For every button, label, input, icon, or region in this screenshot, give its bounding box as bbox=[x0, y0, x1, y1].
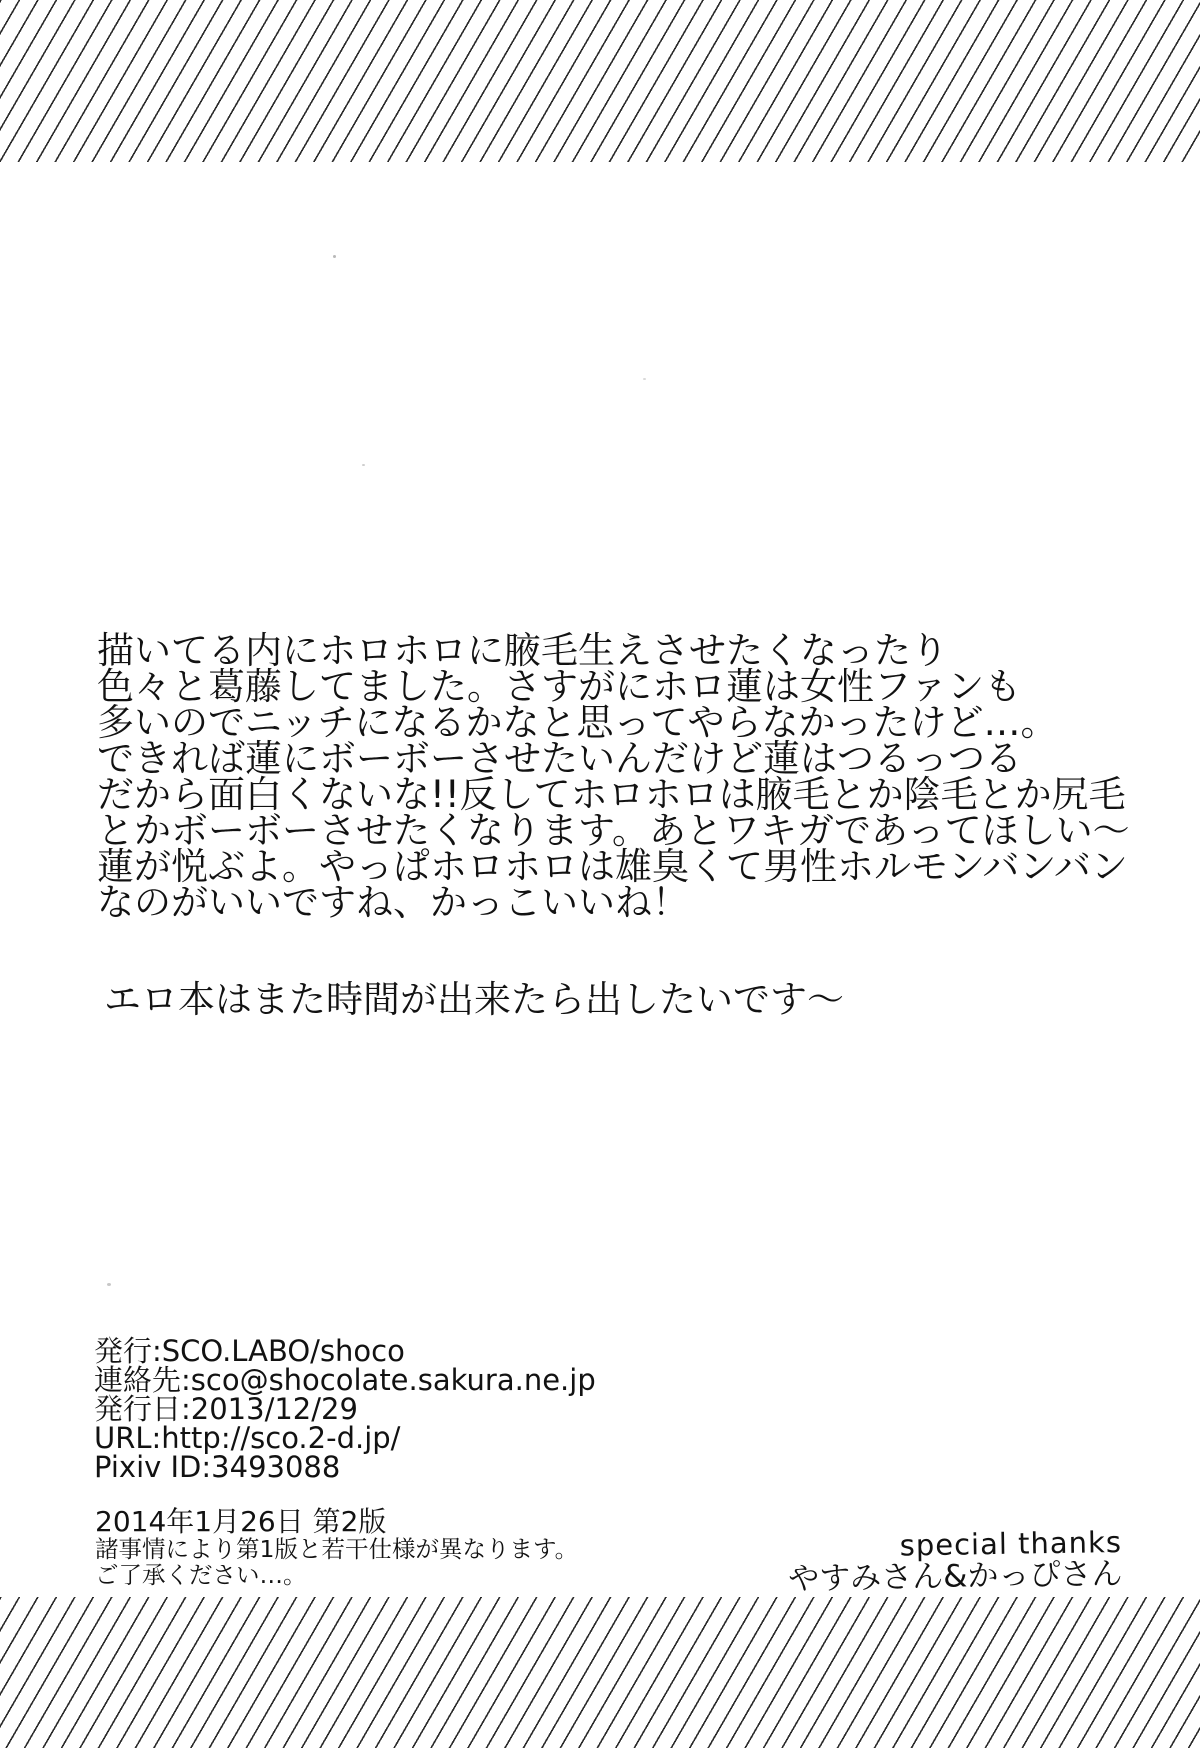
colophon-pixiv-id: Pixiv ID:3493088 bbox=[94, 1450, 341, 1484]
colophon-publisher: 発行:SCO.LABO/shoco bbox=[94, 1334, 405, 1368]
afterword-line-5: だから面白くないな!!反してホロホロは腋毛とか陰毛とか尻毛 bbox=[97, 773, 1126, 816]
special-thanks-names: やすみさん&かっぴさん bbox=[787, 1556, 1123, 1598]
edition-note-line-1: 諸事情により第1版と若干仕様が異なります。 bbox=[95, 1535, 579, 1563]
colophon-publish-date: 発行日:2013/12/29 bbox=[94, 1392, 358, 1426]
edition-note-block bbox=[95, 1507, 578, 1588]
scan-speck bbox=[333, 255, 336, 258]
edition-date-line: 2014年1月26日 第2版 bbox=[95, 1505, 387, 1538]
afterword-line-7: 蓮が悦ぶよ。やっぱホロホロは雄臭くて男性ホルモンバンバン bbox=[97, 845, 1128, 888]
edition-note-line-2: ご了承ください…。 bbox=[95, 1561, 307, 1589]
afterword-line-6: とかボーボーさせたくなります。あとワキガであってほしい〜 bbox=[97, 809, 1130, 852]
colophon-contact: 連絡先:sco@shocolate.sakura.ne.jp bbox=[94, 1363, 596, 1397]
scan-speck bbox=[643, 378, 646, 380]
afterword-line-2: 色々と葛藤してました。さすがにホロ蓮は女性ファンも bbox=[97, 665, 1022, 708]
afterword-line-4: できれば蓮にボーボーさせたいんだけど蓮はつるっつる bbox=[97, 737, 1022, 780]
scan-speck bbox=[362, 464, 365, 466]
scan-speck bbox=[107, 1283, 111, 1286]
special-thanks-block bbox=[787, 1527, 1122, 1596]
afterword-line-3: 多いのでニッチになるかなと思ってやらなかったけど…。 bbox=[97, 701, 1058, 744]
top-stripe-band bbox=[0, 0, 1200, 162]
special-thanks-title: special thanks bbox=[899, 1525, 1122, 1563]
colophon-url: URL:http://sco.2-d.jp/ bbox=[94, 1421, 401, 1455]
bottom-stripe-band bbox=[0, 1597, 1200, 1748]
afterword-line-1: 描いてる内にホロホロに腋毛生えさせたくなったり bbox=[97, 629, 948, 672]
afterword-line-8: なのがいいですね、かっこいいね！ bbox=[97, 881, 689, 924]
afterword-closing-line: エロ本はまた時間が出来たら出したいです〜 bbox=[104, 978, 844, 1021]
afterword-text-block bbox=[97, 629, 1130, 924]
colophon-block bbox=[94, 1334, 596, 1484]
